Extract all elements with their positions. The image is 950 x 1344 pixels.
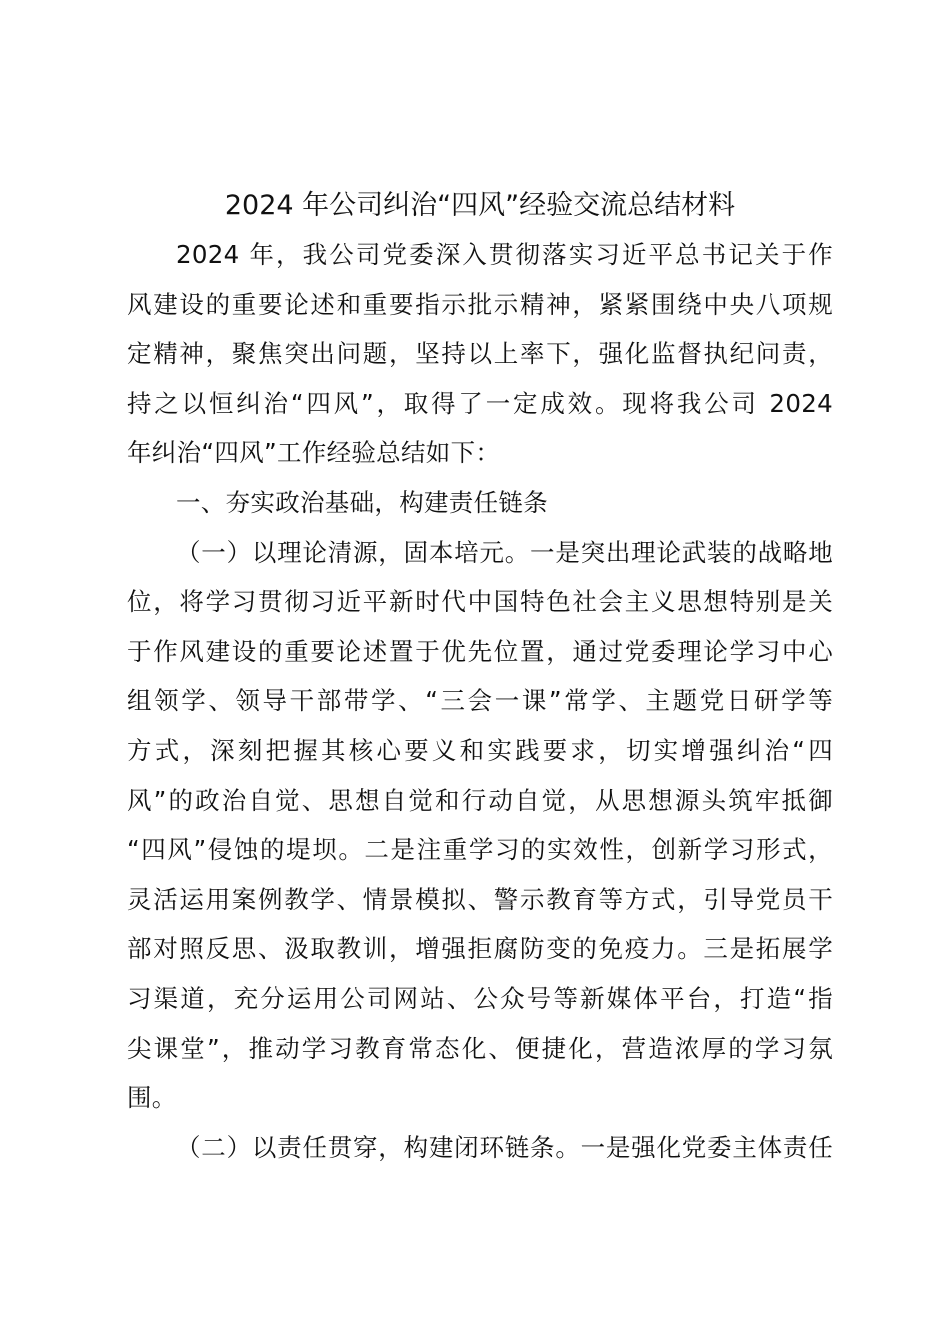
intro-line: 2024 年，我公司党委深入贯彻落实习近平总书记关于作 <box>176 240 833 269</box>
document-body <box>127 182 833 1172</box>
paragraph-line: 组领学、领导干部带学、“三会一课”常学、主题党日研学等 <box>127 686 833 716</box>
paragraph-line: “四风”侵蚀的堤坝。二是注重学习的实效性，创新学习形式， <box>127 835 833 865</box>
section-heading-1: 一、夯实政治基础，构建责任链条 <box>176 487 548 517</box>
paragraph-line: （一）以理论清源，固本培元。一是突出理论武装的战略地 <box>176 537 833 567</box>
intro-line: 定精神，聚焦突出问题，坚持以上率下，强化监督执纪问责， <box>127 339 833 369</box>
paragraph-line: 部对照反思、汲取教训，增强拒腐防变的免疫力。三是拓展学 <box>127 934 833 964</box>
paragraph-line: 围。 <box>127 1083 177 1113</box>
paragraph-line: 方式，深刻把握其核心要义和实践要求，切实增强纠治“四 <box>127 735 833 765</box>
intro-line: 持之以恒纠治“四风”，取得了一定成效。现将我公司 2024 <box>127 388 833 418</box>
subsection-paragraph-1-1 <box>127 528 833 1123</box>
paragraph-line: 风”的政治自觉、思想自觉和行动自觉，从思想源头筑牢抵御 <box>127 785 833 815</box>
paragraph-line: 于作风建设的重要论述置于优先位置，通过党委理论学习中心 <box>127 636 833 666</box>
paragraph-line: 习渠道，充分运用公司网站、公众号等新媒体平台，打造“指 <box>127 983 833 1013</box>
document-title: 2024 年公司纠治“四风”经验交流总结材料 <box>224 190 736 221</box>
intro-line: 风建设的重要论述和重要指示批示精神，紧紧围绕中央八项规 <box>127 289 833 319</box>
paragraph-line: 尖课堂”，推动学习教育常态化、便捷化，营造浓厚的学习氛 <box>127 1033 833 1063</box>
intro-paragraph <box>127 230 833 478</box>
intro-line: 年纠治“四风”工作经验总结如下： <box>127 438 501 468</box>
paragraph-line: （二）以责任贯穿，构建闭环链条。一是强化党委主体责任 <box>176 1132 833 1162</box>
paragraph-line: 位，将学习贯彻习近平新时代中国特色社会主义思想特别是关 <box>127 587 833 617</box>
paragraph-line: 灵活运用案例教学、情景模拟、警示教育等方式，引导党员干 <box>127 884 833 914</box>
subsection-paragraph-1-2 <box>127 1123 833 1173</box>
